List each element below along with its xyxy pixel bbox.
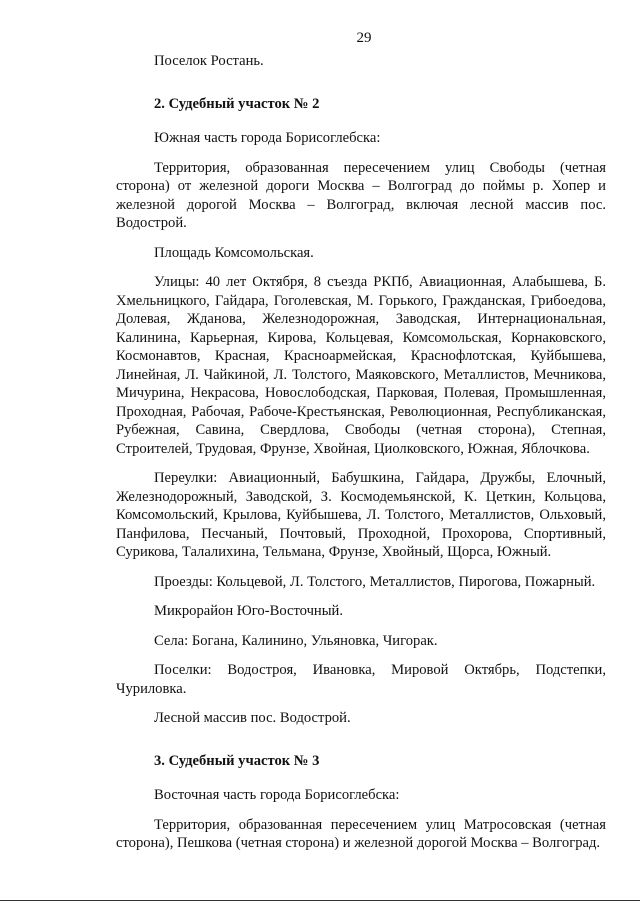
section-3-area: Восточная часть города Борисоглебска:	[154, 787, 400, 803]
document-body	[116, 52, 606, 864]
section-3-heading: 3. Судебный участок № 3	[154, 752, 320, 769]
section-2-passages: Проезды: Кольцевой, Л. Толстого, Металлистов, Пирогова, Пожарный.	[154, 573, 596, 590]
bottom-divider	[0, 900, 640, 901]
section-2-settlements: Поселки: Водостроя, Ивановка, Мировой Октябрь, Подстепки, Чуриловка.	[116, 662, 606, 697]
section-2-microdistrict: Микрорайон Юго-Восточный.	[154, 603, 343, 619]
section-2-villages: Села: Богана, Калинино, Ульяновка, Чигорак.	[154, 632, 438, 649]
section-2-area: Южная часть города Борисоглебска:	[154, 130, 381, 146]
section-2-territory: Территория, образованная пересечением улиц Свободы (четная сторона) от железной дороги Москва – Волгоград до поймы р. Хопер и железной дорогой Москва – Волгоград, включая лесной массив пос. Водострой.	[116, 159, 606, 231]
section-2-lanes: Переулки: Авиационный, Бабушкина, Гайдара, Дружбы, Елочный, Железнодорожный, Заводской, З. Космодемьянской, К. Цеткин, Кольцова, Комсомольский, Крылова, Куйбышева, Л. Толстого, Металлистов, Ольховый, Панфилова, Песчаный, Почтовый, Проходной, Прохорова, Спортивный, Сурикова, Талалихина, Тельмана, Фрунзе, Хвойный, Щорса, Южный.	[116, 470, 606, 560]
section-3-territory: Территория, образованная пересечением улиц Матросовская (четная сторона), Пешкова (четная сторона) и железной дорогой Москва – Волгоград.	[116, 816, 606, 851]
settlement-rostan: Поселок Ростань.	[154, 53, 264, 69]
section-2-forest: Лесной массив пос. Водострой.	[154, 710, 351, 726]
section-2-square: Площадь Комсомольская.	[154, 244, 314, 261]
section-2-heading: 2. Судебный участок № 2	[154, 95, 320, 112]
section-2-streets: Улицы: 40 лет Октября, 8 съезда РКПб, Авиационная, Алабышева, Б. Хмельницкого, Гайдара, Гоголевская, М. Горького, Гражданская, Грибоедова, Долевая, Жданова, Железнодорожная, Заводская, Интернациональная, Калинина, Карьерная, Кирова, Кольцевая, Комсомольская, Корнаковского, Космонавтов, Красная, Красноармейская, Краснофлотская, Куйбышева, Линейная, Л. Чайкиной, Л. Толстого, Маяковского, Металлистов, Мечникова, Мичурина, Некрасова, Новослободская, Парковая, Полевая, Промышленная, Проходная, Рабочая, Рабоче-Крестьянская, Революционная, Республиканская, Рубежная, Савина, Свердлова, Свободы (четная сторона), Степная, Строителей, Трудовая, Фрунзе, Хвойная, Циолковского, Южная, Яблочкова.	[116, 274, 606, 457]
page-number: 29	[356, 30, 372, 46]
